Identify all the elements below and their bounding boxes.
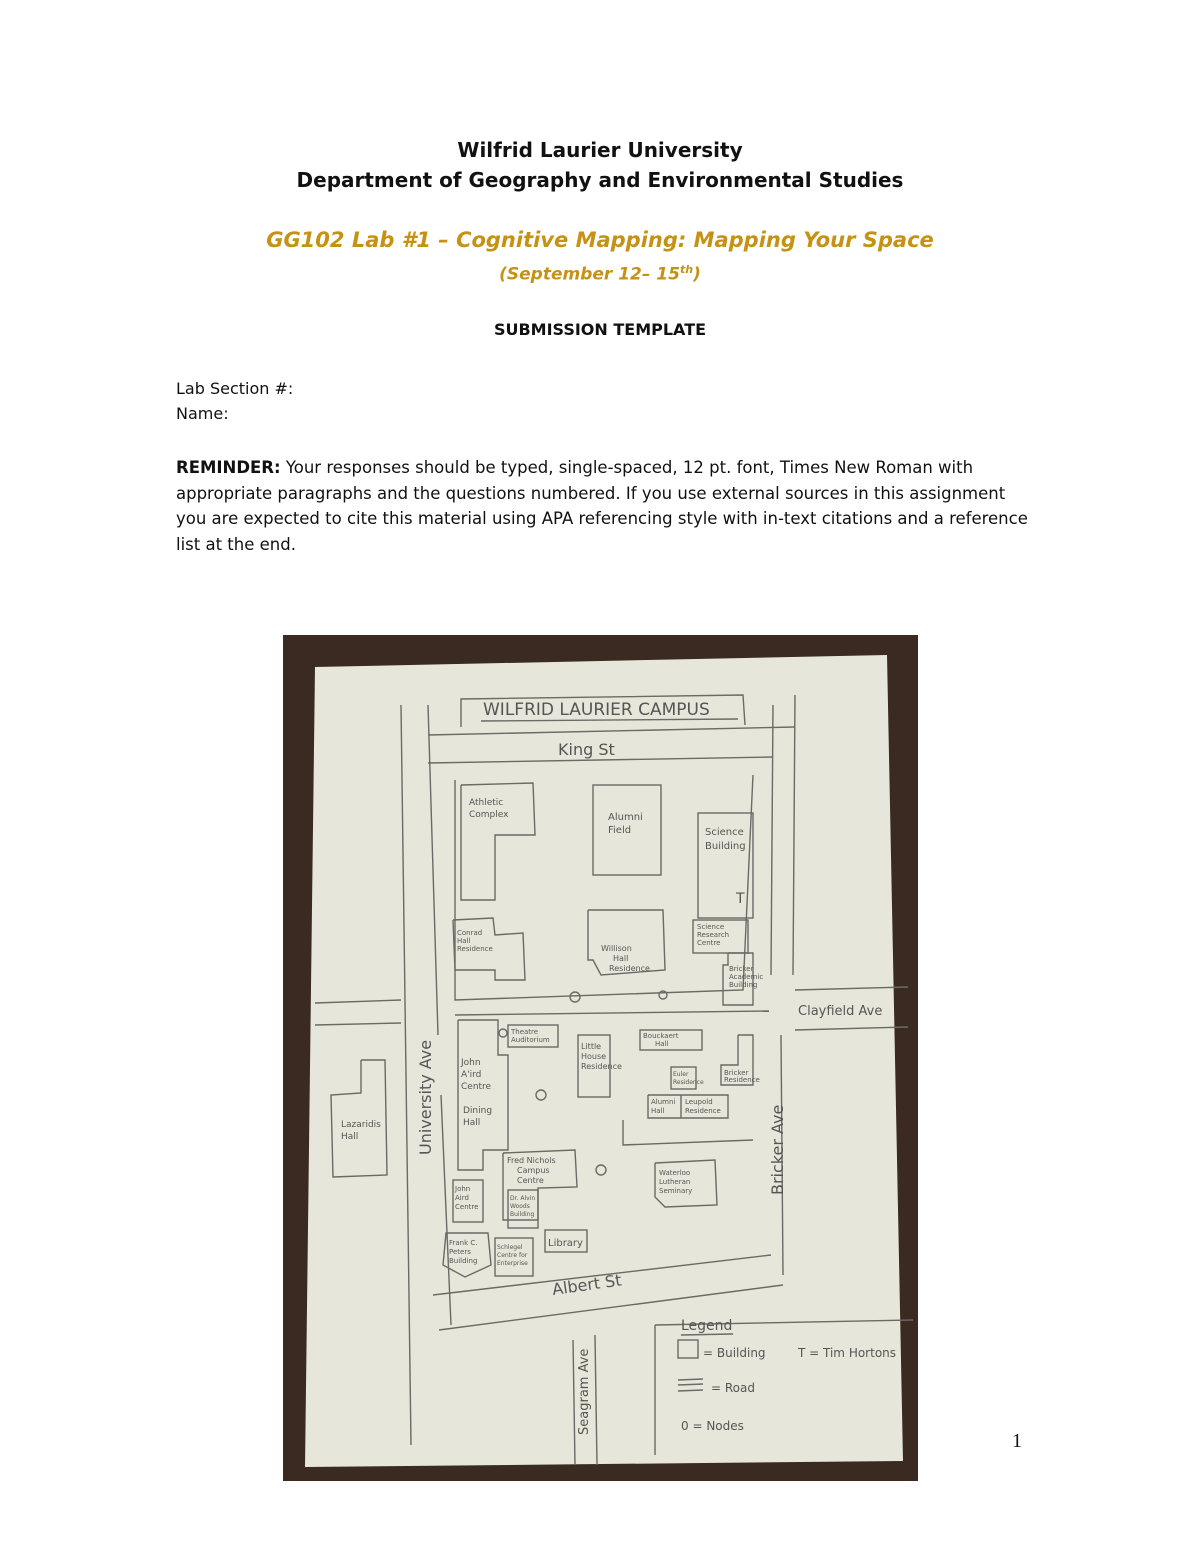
svg-text:Enterprise: Enterprise bbox=[497, 1260, 528, 1267]
svg-text:Hall: Hall bbox=[651, 1107, 665, 1115]
svg-text:Alumni: Alumni bbox=[651, 1098, 676, 1106]
svg-text:Seminary: Seminary bbox=[659, 1187, 693, 1195]
svg-text:Fred Nichols: Fred Nichols bbox=[507, 1156, 556, 1165]
svg-text:Bricker: Bricker bbox=[729, 965, 754, 973]
svg-text:Leupold: Leupold bbox=[685, 1098, 713, 1106]
svg-text:Lutheran: Lutheran bbox=[659, 1178, 691, 1186]
albert-st-label: Albert St bbox=[550, 1270, 623, 1299]
svg-text:Schlegel: Schlegel bbox=[497, 1244, 523, 1251]
legend-road: = Road bbox=[711, 1381, 755, 1395]
library-label: Library bbox=[548, 1238, 583, 1249]
svg-text:Residence: Residence bbox=[685, 1107, 721, 1115]
svg-text:Residence: Residence bbox=[457, 945, 493, 953]
svg-text:Hall: Hall bbox=[457, 937, 471, 945]
svg-text:Frank C.: Frank C. bbox=[449, 1239, 478, 1247]
reminder-label: REMINDER: bbox=[176, 458, 281, 477]
svg-text:John: John bbox=[455, 1185, 471, 1193]
lab-dates: (September 12– 15th) bbox=[499, 263, 701, 285]
svg-text:Science: Science bbox=[697, 923, 725, 931]
page-number: 1 bbox=[1012, 1430, 1022, 1452]
reminder-text: Your responses should be typed, single-spaced, 12 pt. font, Times New Roman with appropriate paragraphs and the questions numbered. If you use external sources in this assignment you are expected to cite this material using APA referencing style with in-text citations and a reference list at the end. bbox=[176, 458, 1028, 554]
svg-text:Centre: Centre bbox=[517, 1176, 544, 1185]
legend-title: Legend bbox=[681, 1318, 733, 1334]
clayfield-ave-label: Clayfield Ave bbox=[798, 1004, 883, 1019]
svg-text:Hall: Hall bbox=[655, 1040, 669, 1048]
svg-text:Auditorium: Auditorium bbox=[511, 1036, 550, 1044]
cognitive-map-photo bbox=[283, 635, 918, 1481]
lab-section-field: Lab Section #: bbox=[176, 379, 294, 398]
svg-text:Residence: Residence bbox=[724, 1076, 760, 1084]
svg-text:Science: Science bbox=[705, 827, 744, 838]
king-st-label: King St bbox=[558, 740, 615, 759]
map-title: WILFRID LAURIER CAMPUS bbox=[483, 700, 710, 720]
svg-text:John: John bbox=[461, 1058, 481, 1068]
svg-text:Complex: Complex bbox=[469, 810, 509, 820]
svg-text:Willison: Willison bbox=[601, 944, 632, 953]
university-name: Wilfrid Laurier University bbox=[457, 138, 743, 162]
svg-text:Academic: Academic bbox=[729, 973, 764, 981]
svg-text:Residence: Residence bbox=[581, 1062, 622, 1071]
svg-text:Dining: Dining bbox=[463, 1106, 493, 1116]
svg-text:Centre: Centre bbox=[697, 939, 721, 947]
svg-text:Bouckaert: Bouckaert bbox=[643, 1032, 679, 1040]
svg-text:Athletic: Athletic bbox=[469, 798, 504, 808]
svg-text:Woods: Woods bbox=[510, 1203, 530, 1210]
svg-text:Building: Building bbox=[510, 1211, 535, 1218]
svg-text:Little: Little bbox=[581, 1042, 602, 1051]
seagram-ave-label: Seagram Ave bbox=[577, 1348, 592, 1435]
svg-text:Campus: Campus bbox=[517, 1166, 550, 1175]
svg-text:Building: Building bbox=[705, 841, 746, 852]
svg-text:Waterloo: Waterloo bbox=[659, 1169, 691, 1177]
svg-text:Centre: Centre bbox=[461, 1082, 492, 1092]
svg-text:Bricker: Bricker bbox=[724, 1069, 749, 1077]
svg-text:Residence: Residence bbox=[673, 1079, 704, 1086]
svg-text:Field: Field bbox=[608, 825, 632, 836]
svg-text:Dr. Alvin: Dr. Alvin bbox=[510, 1195, 536, 1202]
name-field: Name: bbox=[176, 404, 229, 423]
legend-building: = Building bbox=[703, 1346, 766, 1360]
waterloo-lutheran-label bbox=[659, 1169, 692, 1195]
department-name: Department of Geography and Environmental Studies bbox=[296, 168, 904, 192]
university-ave-label: University Ave bbox=[416, 1039, 435, 1155]
svg-text:Euler: Euler bbox=[673, 1071, 689, 1078]
svg-text:Building: Building bbox=[449, 1257, 478, 1265]
svg-text:Aird: Aird bbox=[455, 1194, 469, 1202]
legend-nodes: 0 = Nodes bbox=[681, 1419, 744, 1433]
svg-text:Lazaridis: Lazaridis bbox=[341, 1120, 381, 1130]
bricker-ave-label: Bricker Ave bbox=[768, 1104, 787, 1195]
svg-text:House: House bbox=[581, 1052, 607, 1061]
svg-text:Hall: Hall bbox=[613, 954, 629, 963]
svg-text:Peters: Peters bbox=[449, 1248, 471, 1256]
svg-text:A'ird: A'ird bbox=[461, 1070, 482, 1080]
svg-text:Theatre: Theatre bbox=[511, 1028, 539, 1036]
svg-text:Hall: Hall bbox=[463, 1118, 481, 1128]
tim-hortons-marker: T bbox=[736, 891, 745, 907]
lab-title: GG102 Lab #1 – Cognitive Mapping: Mapping Your Space bbox=[266, 228, 934, 252]
submission-template-label: SUBMISSION TEMPLATE bbox=[493, 320, 707, 339]
svg-text:Hall: Hall bbox=[341, 1132, 359, 1142]
svg-text:Building: Building bbox=[729, 981, 758, 989]
svg-text:Conrad: Conrad bbox=[457, 929, 483, 937]
svg-text:Centre for: Centre for bbox=[497, 1252, 528, 1259]
svg-text:Alumni: Alumni bbox=[608, 812, 643, 823]
legend-tim-hortons: T = Tim Hortons bbox=[798, 1346, 897, 1360]
reminder-paragraph bbox=[176, 455, 1036, 557]
svg-text:Centre: Centre bbox=[455, 1203, 479, 1211]
svg-text:Residence: Residence bbox=[609, 964, 650, 973]
svg-text:Research: Research bbox=[697, 931, 730, 939]
